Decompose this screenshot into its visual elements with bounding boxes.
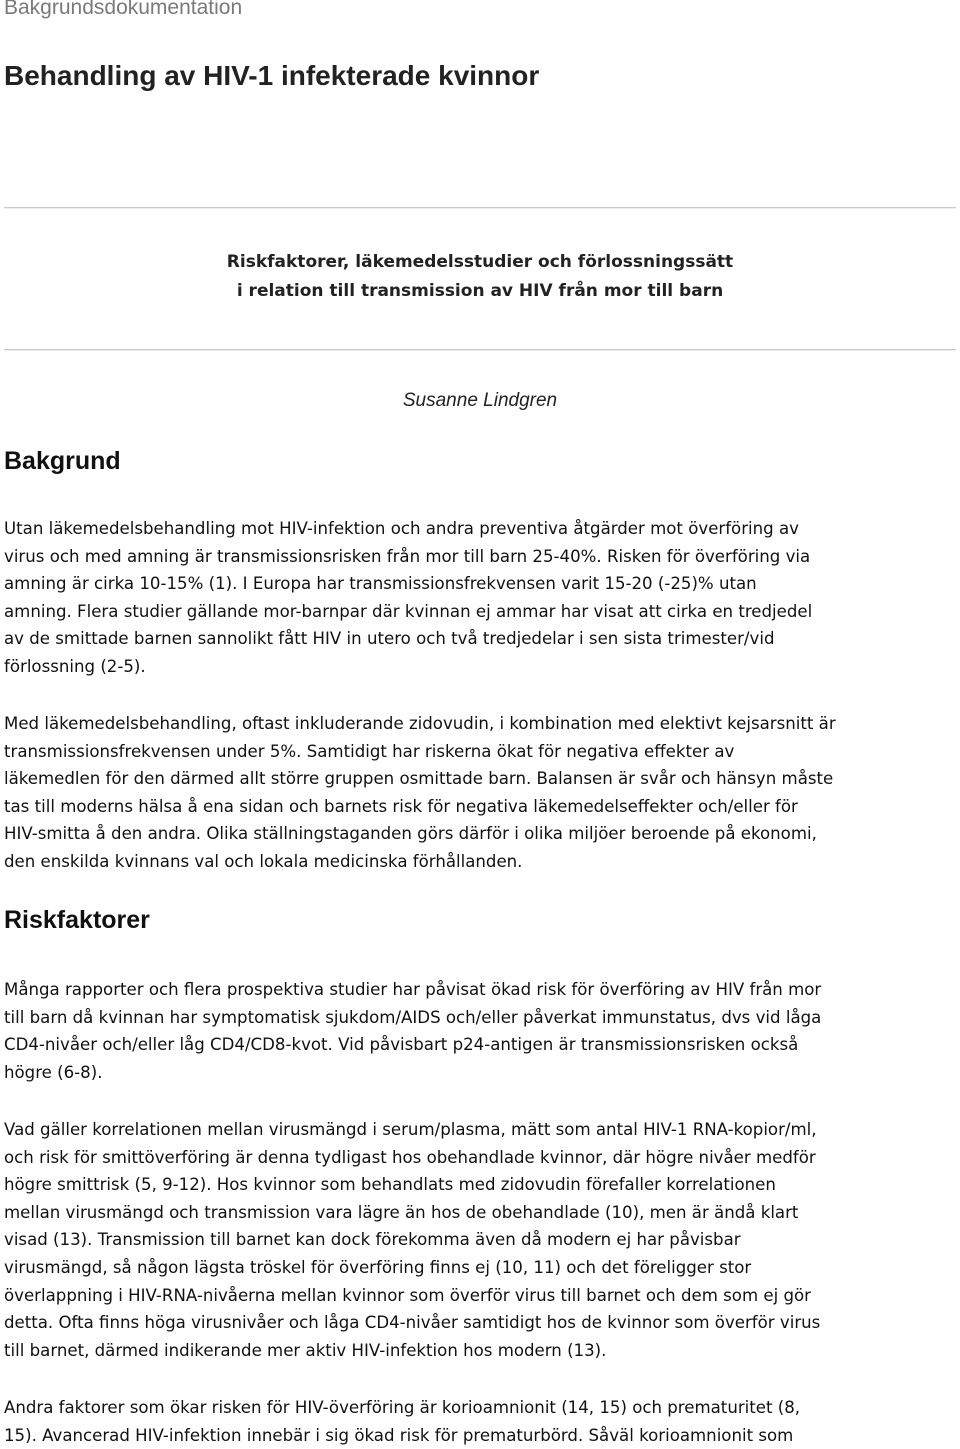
subtitle-line: i relation till transmission av HIV från mor till barn — [236, 281, 724, 301]
text-line: till barn då kvinnan har symptomatisk sjukdom/AIDS och/eller påverkat immunstatus, dvs vid låga — [4, 1007, 822, 1027]
text-line: visad (13). Transmission till barnet kan dock förekomma även då modern ej har påvisbar — [4, 1230, 741, 1250]
subtitle-line: Riskfaktorer, läkemedelsstudier och förlossningssätt — [226, 252, 734, 272]
paragraph — [4, 710, 960, 876]
text-line: högre smittrisk (5, 9-12). Hos kvinnor som behandlats med zidovudin förefaller korrelationen — [4, 1175, 776, 1195]
text-line: och risk för smittöverföring är denna tydligast hos obehandlade kvinnor, där högre nivåer medför — [4, 1147, 816, 1167]
section-heading-bakgrund: Bakgrund — [4, 447, 121, 475]
paragraph — [4, 1394, 960, 1449]
text-line: förlossning (2-5). — [4, 656, 146, 676]
text-line: amning är cirka 10-15% (1). I Europa har transmissionsfrekvensen varit 15-20 (-25)% utan — [4, 574, 757, 594]
text-line: överlappning i HIV-RNA-nivåerna mellan kvinnor som överför virus till barnet och dem som ej gör — [4, 1285, 811, 1305]
section-heading-riskfaktorer: Riskfaktorer — [4, 906, 150, 934]
text-line: tas till moderns hälsa å ena sidan och barnets risk för negativa läkemedelseffekter och/eller för — [4, 796, 798, 816]
text-line: läkemedlen för den därmed allt större gruppen osmittade barn. Balansen är svår och hänsyn måste — [4, 769, 834, 789]
text-line: högre (6-8). — [4, 1062, 103, 1082]
text-line: Många rapporter och flera prospektiva studier har påvisat ökad risk för överföring av HIV från mor — [4, 980, 822, 999]
text-line: 15). Avancerad HIV-infektion innebär i sig ökad risk för prematurbörd. Såväl korioamnionit som — [4, 1425, 794, 1445]
text-line: till barnet, därmed indikerande mer aktiv HIV-infektion hos modern (13). — [4, 1340, 607, 1360]
paragraph — [4, 976, 960, 1086]
text-line: amning. Flera studier gällande mor-barnpar där kvinnan ej ammar har visat att cirka en tredjedel — [4, 601, 813, 621]
text-line: Andra faktorer som ökar risken för HIV-överföring är korioamnionit (14, 15) och prematuritet (8, — [4, 1398, 801, 1417]
text-line: mellan virusmängd och transmission vara lägre än hos de obehandlade (10), men är ändå klart — [4, 1202, 799, 1222]
text-line: transmissionsfrekvensen under 5%. Samtidigt har riskerna ökat för negativa effekter av — [4, 741, 735, 761]
text-line: HIV-smitta å den andra. Olika ställningstaganden görs därför i olika miljöer beroende på ekonomi, — [4, 824, 817, 844]
paragraph — [4, 1116, 960, 1364]
text-line: CD4-nivåer och/eller låg CD4/CD8-kvot. Vid påvisbart p24-antigen är transmissionsrisken också — [4, 1035, 799, 1055]
text-line: den enskilda kvinnans val och lokala medicinska förhållanden. — [4, 851, 523, 871]
text-line: detta. Ofta finns höga virusnivåer och låga CD4-nivåer samtidigt hos de kvinnor som överför virus — [4, 1313, 821, 1333]
header-label: Bakgrundsdokumentation — [4, 0, 243, 19]
document-subtitle — [0, 248, 960, 306]
text-line: virusmängd, så någon lägsta tröskel för överföring finns ej (10, 11) och det föreligger stor — [4, 1257, 752, 1277]
document-title: Behandling av HIV-1 infekterade kvinnor — [4, 60, 540, 91]
text-line: Med läkemedelsbehandling, oftast inkluderande zidovudin, i kombination med elektivt kejsarsnitt är — [4, 714, 836, 733]
paragraph — [4, 515, 960, 681]
top-divider — [4, 207, 956, 209]
middle-divider — [4, 349, 956, 351]
text-line: virus och med amning är transmissionsrisken från mor till barn 25-40%. Risken för överföring via — [4, 546, 811, 566]
text-line: Vad gäller korrelationen mellan virusmängd i serum/plasma, mätt som antal HIV-1 RNA-kopior/ml, — [4, 1120, 817, 1139]
author-name: Susanne Lindgren — [402, 390, 558, 411]
text-line: Utan läkemedelsbehandling mot HIV-infektion och andra preventiva åtgärder mot överföring av — [4, 519, 799, 538]
text-line: av de smittade barnen sannolikt fått HIV in utero och två tredjedelar i sen sista trimester/vid — [4, 629, 775, 649]
